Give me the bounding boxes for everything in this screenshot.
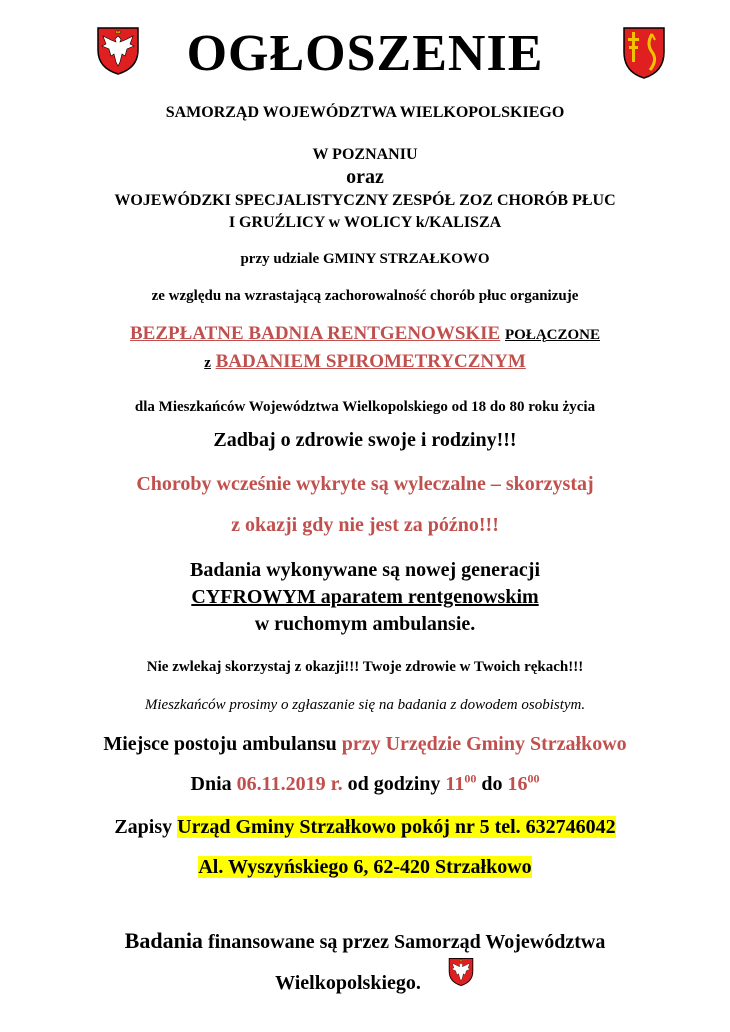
exam-line-2 <box>0 351 730 373</box>
location-line <box>0 733 730 756</box>
financing-line-1 <box>0 928 730 954</box>
slogan: Zadbaj o zdrowie swoje i rodziny!!! <box>213 429 517 451</box>
location-place: przy Urzędzie Gminy Strzałkowo <box>341 733 627 755</box>
org-line-5: przy udziale GMINY STRZAŁKOWO <box>240 251 490 267</box>
equipment-line-1: Badania wykonywane są nowej generacji <box>189 559 540 581</box>
page-title: OGŁOSZENIE <box>186 25 544 82</box>
org-line-4: I GRUŹLICY w WOLICY k/KALISZA <box>228 214 502 231</box>
org-line-6: ze względu na wzrastającą zachorowalność chorób płuc organizuje <box>151 288 579 304</box>
time-from: $11^{00}$ <box>445 771 477 795</box>
equipment-line-2: CYFROWYM aparatem rentgenowskim <box>191 586 539 608</box>
appeal-line: Nie zwlekaj skorzystaj z okazji!!! Twoje zdrowie w Twoich rękach!!! <box>146 659 584 675</box>
exam-connector-z: z <box>204 355 211 371</box>
location-label: Miejsce postoju ambulansu <box>103 733 337 755</box>
exam-title-xray: BEZPŁATNE BADNIA RENTGENOWSKIE <box>130 323 501 344</box>
registration-office: Urząd Gminy Strzałkowo pokój nr 5 tel. 632746042 <box>177 816 616 838</box>
wielkopolska-eagle-crest-icon <box>448 956 474 988</box>
time-to-label: do <box>481 773 503 795</box>
org-conjunction: oraz <box>346 166 384 188</box>
registration-address: Al. Wyszyńskiego 6, 62-420 Strzałkowo <box>198 856 532 878</box>
address-line <box>0 856 730 879</box>
warning-line-2: z okazji gdy nie jest za późno!!! <box>231 514 499 536</box>
registration-line <box>0 816 730 839</box>
exam-connector: POŁĄCZONE <box>504 327 600 343</box>
org-line-1: SAMORZĄD WOJEWÓDZTWA WIELKOPOLSKIEGO <box>165 104 565 121</box>
audience-line: dla Mieszkańców Województwa Wielkopolskiego od 18 do 80 roku życia <box>134 399 596 415</box>
financing-line-2: Wielkopolskiego. <box>275 972 421 994</box>
registration-label: Zapisy <box>114 816 173 838</box>
financing-text: finansowane są przez Samorząd Województwa <box>207 931 606 953</box>
date-value: 06.11.2019 r. <box>236 773 343 795</box>
financing-word: Badania <box>124 928 203 953</box>
time-from-label: od godziny <box>347 773 441 795</box>
id-note: Mieszkańców prosimy o zgłaszanie się na badania z dowodem osobistym. <box>144 697 586 713</box>
org-line-3: WOJEWÓDZKI SPECJALISTYCZNY ZESPÓŁ ZOZ CHORÓB PŁUC <box>114 192 616 209</box>
exam-title-spirometry: BADANIEM SPIROMETRYCZNYM <box>215 351 526 372</box>
date-line <box>0 773 730 796</box>
time-to: $16^{00}$ <box>507 771 540 795</box>
date-prefix: Dnia <box>190 773 232 795</box>
exam-line-1 <box>0 323 730 345</box>
equipment-line-3: w ruchomym ambulansie. <box>254 613 476 635</box>
warning-line-1: Choroby wcześnie wykryte są wyleczalne – skorzystaj <box>136 473 594 495</box>
org-line-2: W POZNANIU <box>312 146 418 163</box>
